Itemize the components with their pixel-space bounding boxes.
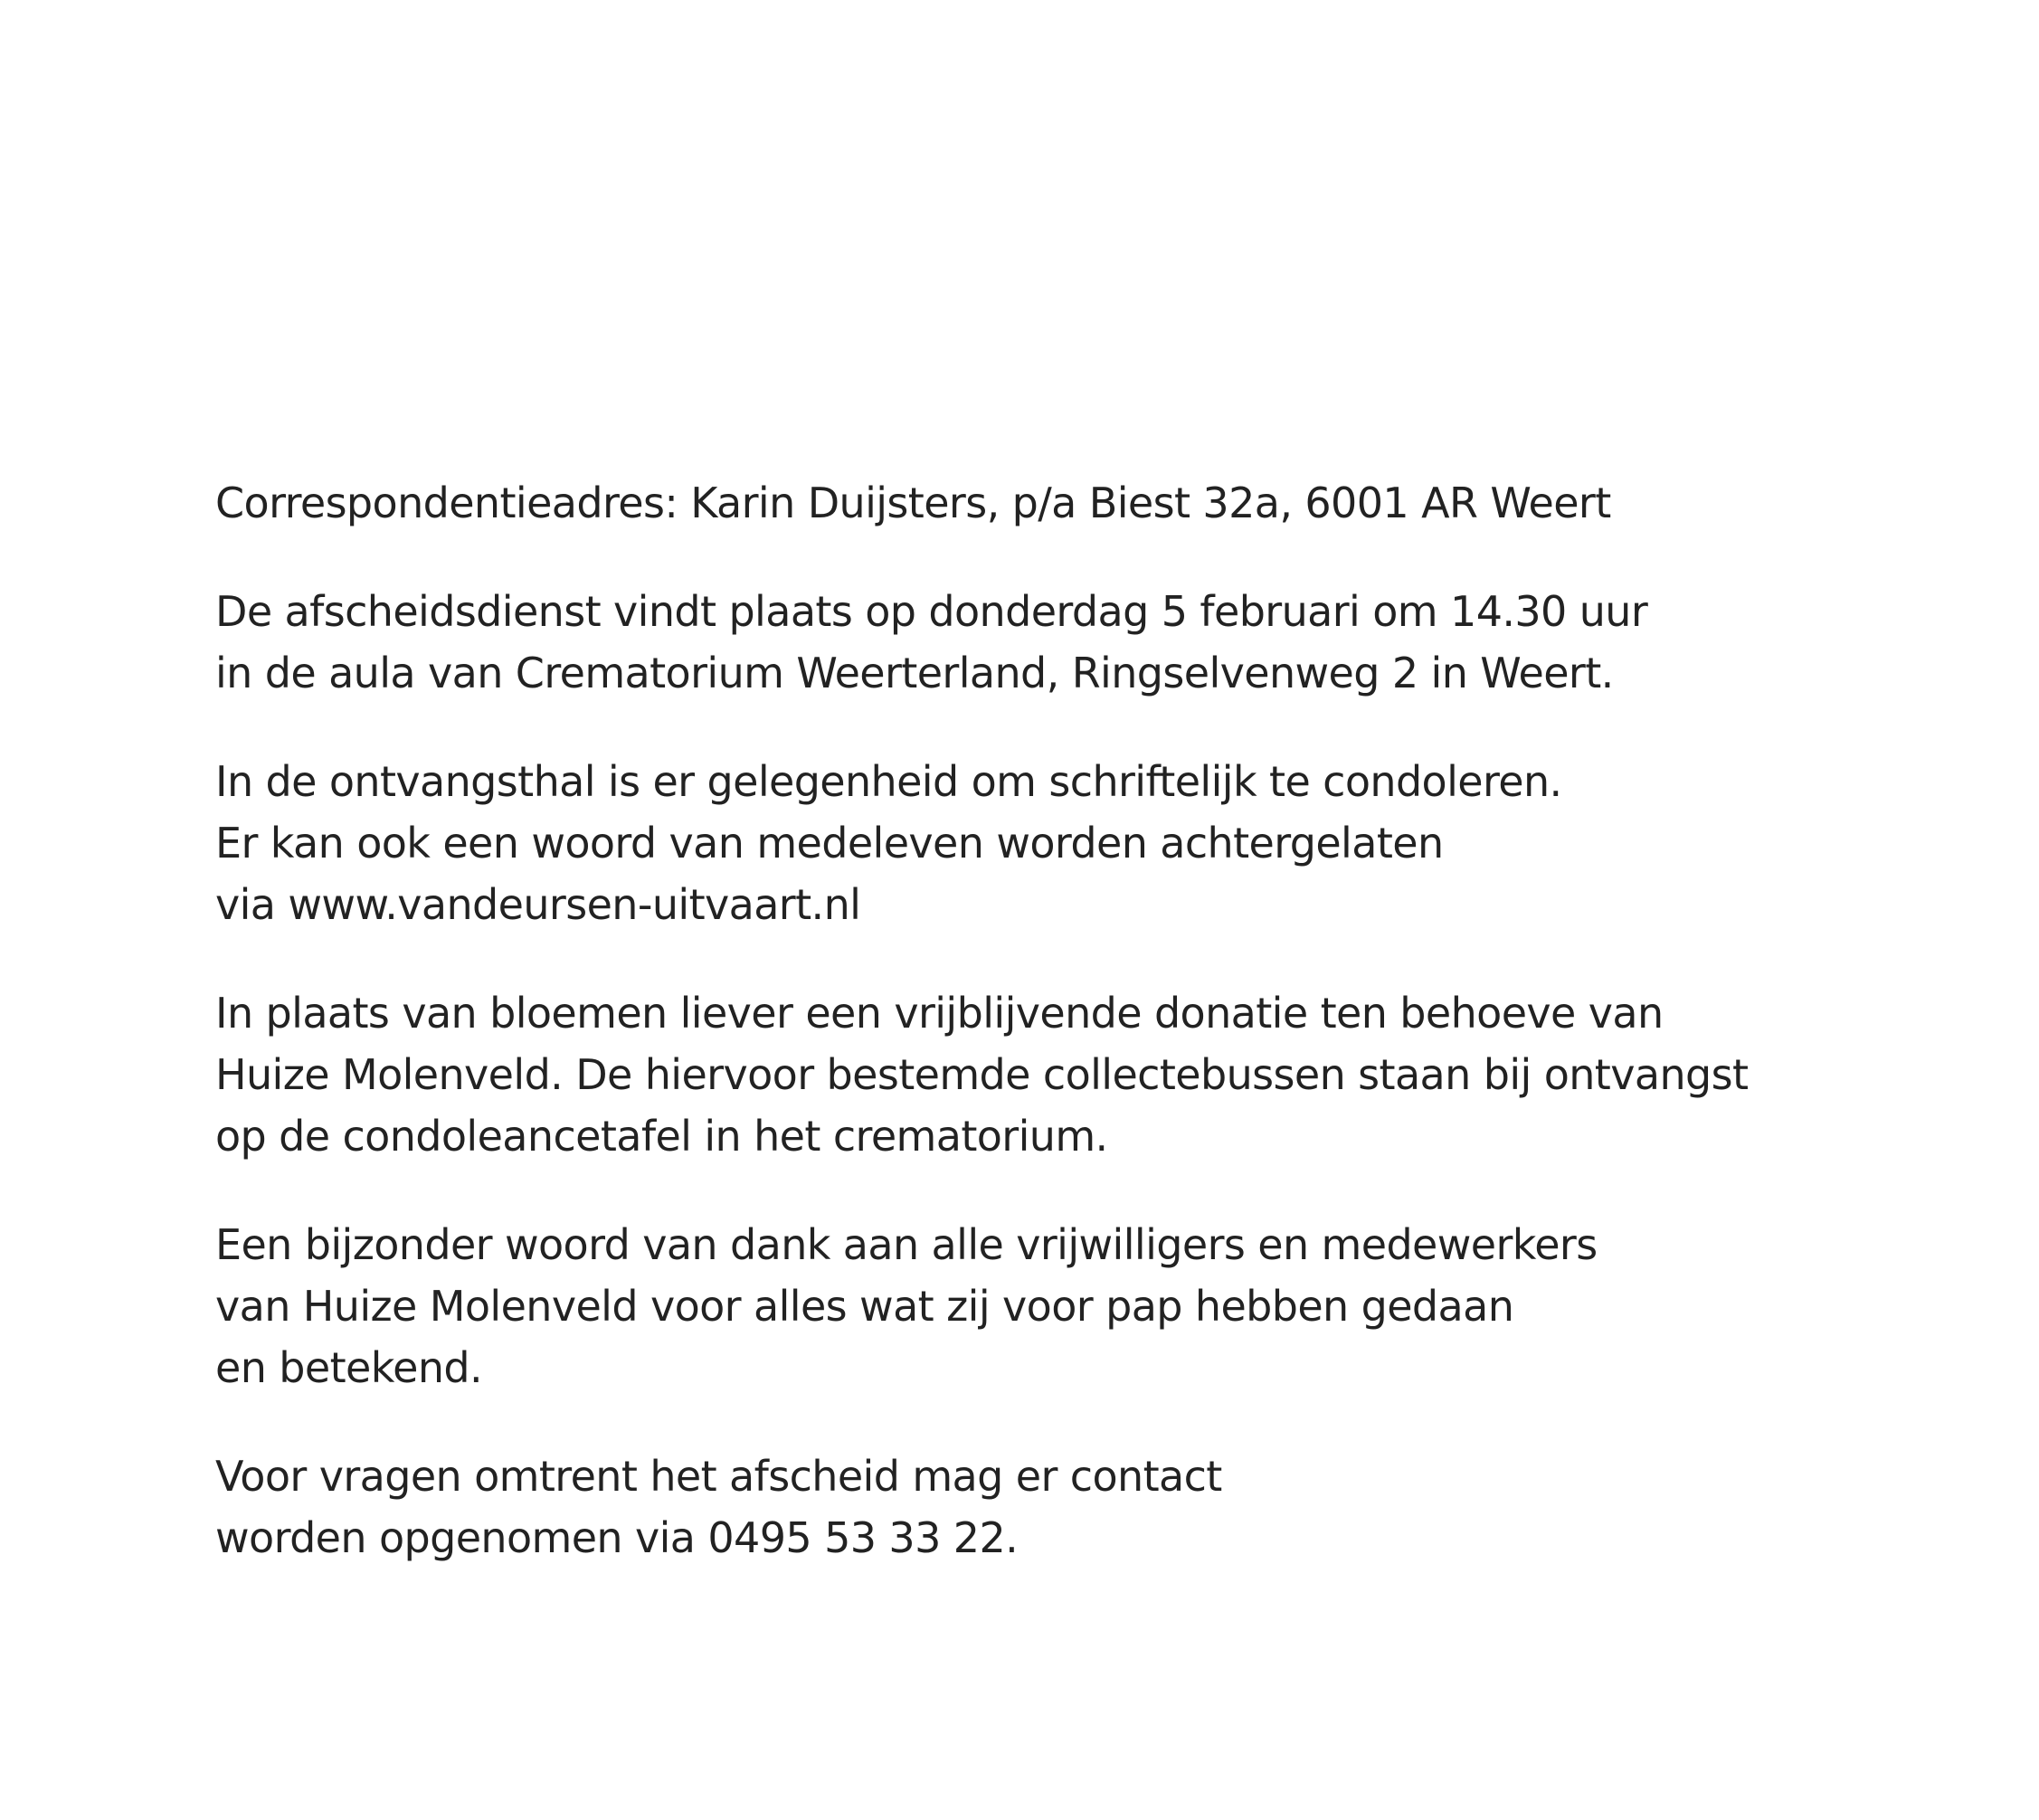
paragraph-line: worden opgenomen via 0495 53 33 22. bbox=[215, 1513, 1019, 1562]
paragraph-line: Correspondentieadres: Karin Duijsters, p/a Biest 32a, 6001 AR Weert bbox=[215, 479, 1611, 527]
correspondence-address-paragraph bbox=[215, 472, 1934, 534]
donation-paragraph bbox=[215, 982, 1934, 1167]
paragraph-line: Voor vragen omtrent het afscheid mag er contact bbox=[215, 1452, 1222, 1501]
paragraph-line: in de aula van Crematorium Weerterland, Ringselvenweg 2 in Weert. bbox=[215, 649, 1614, 697]
paragraph-line: De afscheidsdienst vindt plaats op donderdag 5 februari om 14.30 uur bbox=[215, 587, 1648, 636]
paragraph-line: via www.vandeursen-uitvaart.nl bbox=[215, 880, 861, 929]
paragraph-line: van Huize Molenveld voor alles wat zij voor pap hebben gedaan bbox=[215, 1282, 1514, 1331]
paragraph-line: In plaats van bloemen liever een vrijblijvende donatie ten behoeve van bbox=[215, 989, 1664, 1038]
funeral-notice-text bbox=[215, 472, 1934, 1616]
service-details-paragraph bbox=[215, 581, 1934, 704]
paragraph-line: In de ontvangsthal is er gelegenheid om schriftelijk te condoleren. bbox=[215, 757, 1562, 806]
contact-paragraph bbox=[215, 1446, 1934, 1569]
condolence-paragraph bbox=[215, 751, 1934, 935]
paragraph-line: Er kan ook een woord van medeleven worden achtergelaten bbox=[215, 819, 1444, 867]
paragraph-line: Een bijzonder woord van dank aan alle vrijwilligers en medewerkers bbox=[215, 1220, 1598, 1269]
thanks-paragraph bbox=[215, 1214, 1934, 1398]
paragraph-line: en betekend. bbox=[215, 1343, 482, 1392]
paragraph-line: op de condoleancetafel in het crematorium. bbox=[215, 1112, 1108, 1161]
paragraph-line: Huize Molenveld. De hiervoor bestemde collectebussen staan bij ontvangst bbox=[215, 1050, 1749, 1099]
